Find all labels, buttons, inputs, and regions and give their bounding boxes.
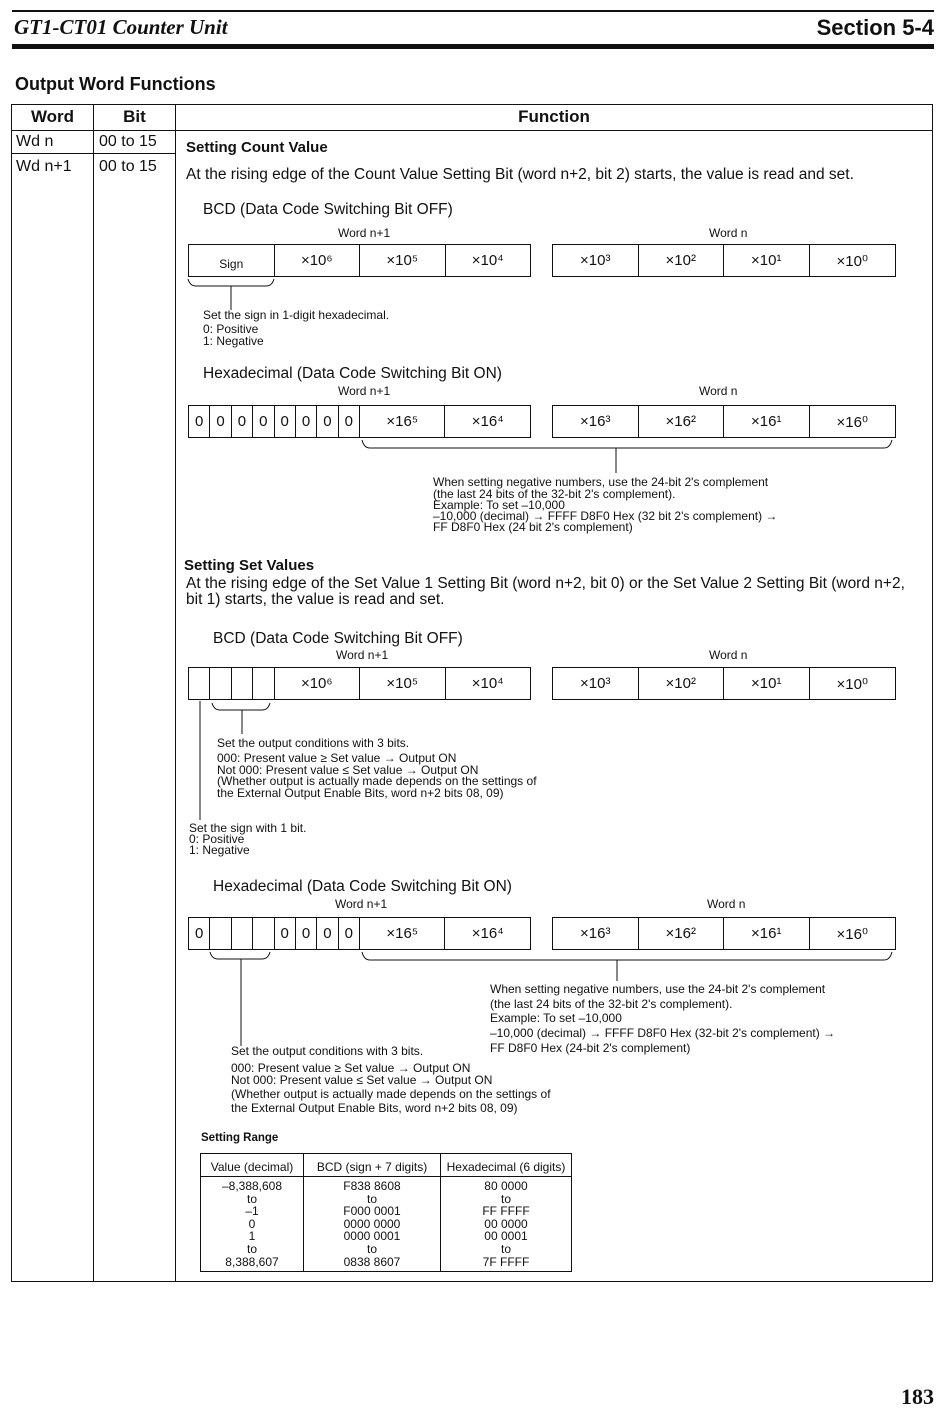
digit-cell: ×10³ (553, 668, 639, 699)
hex-digits-bracket (360, 439, 900, 479)
sign-cell: Sign (189, 245, 275, 276)
bit-cell (253, 668, 274, 699)
digit-cell: ×10⁵ (360, 245, 446, 276)
zero-bit-cell: 0 (296, 918, 317, 949)
word-n1-label: Word n+1 (338, 226, 391, 240)
digit-cell: ×16¹ (724, 918, 810, 949)
digit-cell: ×16⁵ (360, 406, 445, 437)
zero-bit-cell: 0 (339, 406, 360, 437)
neg-note-line: –10,000 (decimal) → FFFF D8F0 Hex (32 bit 2's complement) → (433, 509, 778, 523)
bit-cell (232, 668, 253, 699)
sign-bracket (186, 278, 286, 312)
digit-cell: ×16⁴ (471, 925, 504, 942)
word-n-label: Word n (709, 226, 748, 240)
setv-bcd-register-high (188, 667, 531, 700)
document-title: GT1-CT01 Counter Unit (14, 15, 228, 39)
range-value: 0 (248, 1216, 256, 1231)
range-value: FF FFFF (482, 1204, 530, 1219)
setv-description-line: At the rising edge of the Set Value 1 Setting Bit (word n+2, bit 0) or the Set Value 2 Setting Bit (word n+2, (186, 575, 905, 592)
digit-cell: ×10² (639, 668, 725, 699)
section-title: Output Word Functions (15, 74, 216, 94)
zero-bit-cell: 0 (317, 918, 338, 949)
range-value: 0838 8607 (343, 1254, 401, 1269)
zero-bit-cell: 0 (189, 406, 210, 437)
range-value: 00 0001 (484, 1229, 528, 1244)
range-value: 00 0000 (484, 1216, 528, 1231)
range-value: to (500, 1241, 511, 1256)
setting-range-table (200, 1153, 572, 1272)
range-value: 0000 0001 (343, 1229, 401, 1244)
count-bcd-register-high (188, 244, 531, 277)
count-hex-register-low (552, 405, 896, 438)
digit-cell: ×10³ (553, 245, 639, 276)
count-bcd-title: BCD (Data Code Switching Bit OFF) (203, 201, 453, 218)
digit-cell: ×10⁶ (275, 245, 361, 276)
digit-cell: ×10⁰ (836, 675, 868, 693)
header-bottom-rule (12, 44, 934, 49)
range-value: to (366, 1191, 377, 1206)
zero-bit-cell: 0 (253, 406, 274, 437)
row-word: Wd n (16, 133, 54, 150)
word-n1-label: Word n+1 (336, 648, 389, 662)
range-col-bcd (304, 1154, 440, 1271)
zero-bit-cell: 0 (296, 406, 317, 437)
cond-note-line: Set the output conditions with 3 bits. (217, 736, 410, 750)
zero-bit-cell: 0 (339, 918, 360, 949)
cond-note-line: 000: Present value ≥ Set value → Output ON (217, 751, 457, 765)
digit-cell: ×16² (639, 918, 725, 949)
range-header: Hexadecimal (6 digits) (441, 1154, 571, 1177)
range-value: to (500, 1191, 511, 1206)
setv-heading: Setting Set Values (184, 557, 315, 574)
zero-bit-cell: 0 (275, 406, 296, 437)
digit-cell: ×16¹ (724, 406, 810, 437)
digit-cell: ×16³ (553, 918, 639, 949)
setv-bcd-register-low (552, 667, 896, 700)
setv-hex-register-low (552, 917, 896, 950)
zero-bit-cell: 0 (210, 406, 231, 437)
range-value: 1 (248, 1229, 256, 1244)
digit-cell: ×10¹ (724, 245, 810, 276)
sign-note-line: 0: Positive (203, 322, 259, 336)
col-header-function: Function (518, 107, 590, 126)
sign-note-line: 1: Negative (203, 334, 264, 348)
range-value: –1 (245, 1204, 259, 1219)
sign-note-line: 0: Positive (189, 832, 245, 846)
page-number: 183 (901, 1384, 934, 1409)
range-title: Setting Range (201, 1132, 279, 1144)
cond-note-line: the External Output Enable Bits, word n+2 bits 08, 09) (231, 1101, 518, 1115)
range-value: to (246, 1191, 257, 1206)
digit-cell: ×16⁵ (360, 918, 445, 949)
col-header-bit: Bit (123, 107, 146, 126)
row-bit: 00 to 15 (99, 133, 157, 150)
count-hex-title: Hexadecimal (Data Code Switching Bit ON) (203, 365, 502, 382)
range-value: F838 8608 (343, 1179, 401, 1193)
cond-note-line: (Whether output is actually made depends on the settings of (231, 1087, 551, 1101)
cond-note-line: 000: Present value ≥ Set value → Output ON (231, 1061, 471, 1075)
sign-note-line: Set the sign in 1-digit hexadecimal. (203, 308, 390, 322)
col-header-word: Word (30, 107, 75, 126)
cond-note-line: Not 000: Present value ≤ Set value → Output ON (231, 1073, 493, 1087)
neg-note-line: When setting negative numbers, use the 24-bit 2's complement (490, 982, 826, 996)
digit-cell: ×16² (639, 406, 725, 437)
range-col-hex (441, 1154, 571, 1271)
bit-cell (189, 668, 210, 699)
neg-note-line: FF D8F0 Hex (24-bit 2's complement) (490, 1041, 691, 1055)
digit-cell: ×10⁰ (836, 252, 868, 270)
range-value: 0000 0000 (343, 1216, 401, 1231)
word-n-label: Word n (707, 897, 746, 911)
section-number: Section 5-4 (816, 15, 934, 40)
zero-bit-cell: 0 (275, 918, 296, 949)
setv-hex-title: Hexadecimal (Data Code Switching Bit ON) (213, 878, 512, 895)
word-n1-label: Word n+1 (335, 897, 388, 911)
word-n-label: Word n (699, 384, 738, 398)
range-header: Value (decimal) (201, 1154, 303, 1177)
digit-cell: ×10² (639, 245, 725, 276)
neg-note-line: Example: To set –10,000 (433, 498, 565, 512)
neg-note-line: When setting negative numbers, use the 24-bit 2's complement (433, 475, 769, 489)
word-n-label: Word n (709, 648, 748, 662)
setv-hex-register-high (188, 917, 531, 950)
range-value: to (246, 1241, 257, 1256)
sign-note-line: 1: Negative (189, 843, 250, 857)
header-top-rule (12, 10, 934, 12)
digit-cell: ×16⁴ (471, 413, 504, 430)
bit-cell (210, 668, 231, 699)
range-value: F000 0001 (343, 1204, 401, 1219)
bit-cell (253, 918, 274, 949)
count-hex-register-high (188, 405, 531, 438)
cond-note-line: (Whether output is actually made depends on the settings of (217, 774, 537, 788)
range-value: 7F FFFF (482, 1254, 530, 1269)
digit-cell: ×10¹ (724, 668, 810, 699)
row-bit: 00 to 15 (99, 158, 157, 175)
digit-cell: ×10⁶ (275, 668, 361, 699)
digit-cell: ×16⁰ (836, 925, 868, 943)
zero-bit-cell: 0 (189, 918, 210, 949)
setv-description-line: bit 1) starts, the value is read and set. (186, 591, 445, 608)
count-bcd-register-low (552, 244, 896, 277)
word-n1-label: Word n+1 (338, 384, 391, 398)
bit-cell (232, 918, 253, 949)
neg-note-line: (the last 24 bits of the 32-bit 2's complement). (490, 997, 733, 1011)
zero-bit-cell: 0 (317, 406, 338, 437)
digit-cell: ×16³ (553, 406, 639, 437)
zero-bit-cell: 0 (232, 406, 253, 437)
cond-note-line: the External Output Enable Bits, word n+2 bits 08, 09) (217, 786, 504, 800)
range-value: 8,388,607 (225, 1254, 279, 1269)
bit-cell (210, 918, 231, 949)
cond-note-line: Set the output conditions with 3 bits. (231, 1044, 424, 1058)
setv-bcd-title: BCD (Data Code Switching Bit OFF) (213, 630, 463, 647)
count-heading: Setting Count Value (186, 139, 328, 156)
range-value: 80 0000 (484, 1179, 528, 1193)
digit-cell: ×10⁴ (471, 675, 504, 692)
range-col-decimal (201, 1154, 303, 1271)
neg-note-line: Example: To set –10,000 (490, 1011, 622, 1025)
cond-note-line: Not 000: Present value ≤ Set value → Output ON (217, 763, 479, 777)
neg-note-line: –10,000 (decimal) → FFFF D8F0 Hex (32-bit 2's complement) → (490, 1026, 836, 1040)
row-word: Wd n+1 (16, 158, 72, 175)
range-value: –8,388,608 (221, 1179, 283, 1193)
digit-cell: ×16⁰ (836, 413, 868, 431)
range-header: BCD (sign + 7 digits) (304, 1154, 440, 1177)
neg-note-line: FF D8F0 Hex (24 bit 2's complement) (433, 520, 633, 534)
range-value: to (366, 1241, 377, 1256)
neg-note-line: (the last 24 bits of the 32-bit 2's complement). (433, 487, 676, 501)
digit-cell: ×10⁵ (360, 668, 446, 699)
digit-cell: ×10⁴ (471, 252, 504, 269)
sign-note-line: Set the sign with 1 bit. (189, 821, 307, 835)
count-description: At the rising edge of the Count Value Setting Bit (word n+2, bit 2) starts, the value is read and set. (186, 166, 854, 183)
